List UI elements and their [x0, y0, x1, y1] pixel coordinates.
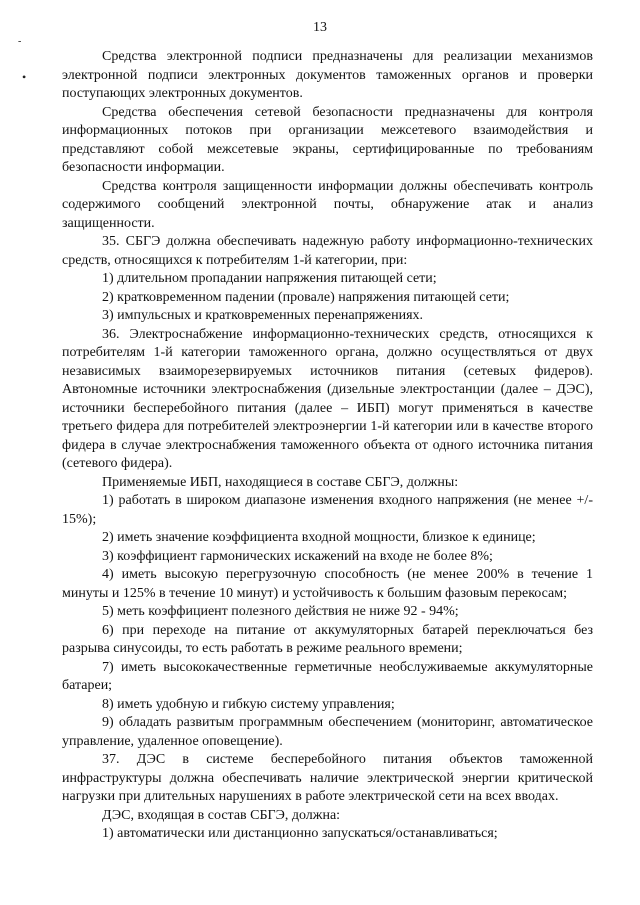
list-item: 3) импульсных и кратковременных перенапряжениях. [102, 308, 424, 323]
paragraph-security-control: Средства контроля защищенности информации должны обеспечивать контроль содержимого сообщений электронной почты, обнаружение атак и анализ защищенности. [62, 178, 593, 231]
clause-35: 35. СБГЭ должна обеспечивать надежную работу информационно-технических средств, относящихся к потребителям 1-й категории, при: [62, 234, 593, 268]
paragraph-signature-tools: Средства электронной подписи предназначены для реализации механизмов электронной подписи электронных документов таможенных органов и проверки поступающих электронных документов. [62, 49, 593, 101]
margin-mark: - [18, 36, 22, 47]
document-body [62, 48, 593, 844]
list-item: 1) автоматически или дистанционно запускаться/останавливаться; [102, 826, 498, 841]
list-item: 1) работать в широком диапазоне изменения входного напряжения (не менее +/- 15%); [62, 493, 593, 527]
clause-37: 37. ДЭС в системе бесперебойного питания объектов таможенной инфраструктуры должна обеспечивать наличие электрической энергии критической нагрузки при длительных нарушениях в работе электрической сети на всех вводах. [62, 752, 593, 804]
list-item: 1) длительном пропадании напряжения питающей сети; [102, 271, 437, 286]
list-item: 8) иметь удобную и гибкую систему управления; [102, 696, 395, 712]
list-item: 6) при переходе на питание от аккумуляторных батарей переключаться без разрыва синусоиды, то есть работать в режиме реального времени; [62, 622, 593, 656]
page-number: 13 [313, 20, 327, 35]
clause-36: 36. Электроснабжение информационно-технических средств, относящихся к потребителям 1-й категории таможенного органа, должно осуществляться от двух независимых взаиморезервируемых источников питания (сетевых фидеров). Автономные источники электроснабжения (дизельные электростанции (далее – ДЭС), источники бесперебойного питания (далее – ИБП) могут применяться в качестве третьего фидера для потребителей электроэнергии 1-й категории или в качестве второго фидера в случае электроснабжения таможенного объекта от одного источника питания (сетевого фидера). [62, 326, 593, 471]
list-item: 2) иметь значение коэффициента входной мощности, близкое к единице; [102, 530, 536, 545]
paragraph-des-intro: ДЭС, входящая в состав СБГЭ, должна: [102, 807, 341, 823]
list-item: 9) обладать развитым программным обеспечением (мониторинг, автоматическое управление, удаленное оповещение). [62, 715, 593, 749]
paragraph-ups-intro: Применяемые ИБП, находящиеся в составе СБГЭ, должны: [102, 474, 459, 490]
list-item: 3) коэффициент гармонических искажений на входе не более 8%; [102, 548, 493, 564]
list-item: 4) иметь высокую перегрузочную способность (не менее 200% в течение 1 минуты и 125% в течение 10 минут) и устойчивость к большим фазовым перекосам; [62, 567, 593, 601]
list-item: 7) иметь высококачественные герметичные необслуживаемые аккумуляторные батареи; [62, 659, 593, 693]
margin-mark: • [22, 70, 27, 84]
paragraph-network-security: Средства обеспечения сетевой безопасности предназначены для контроля информационных потоков при организации межсетевого взаимодействия и представляют собой межсетевые экраны, сертифицированные по требованиям безопасности информации. [62, 104, 593, 175]
list-item: 5) меть коэффициент полезного действия не ниже 92 - 94%; [102, 604, 459, 619]
list-item: 2) кратковременном падении (провале) напряжения питающей сети; [102, 289, 510, 305]
